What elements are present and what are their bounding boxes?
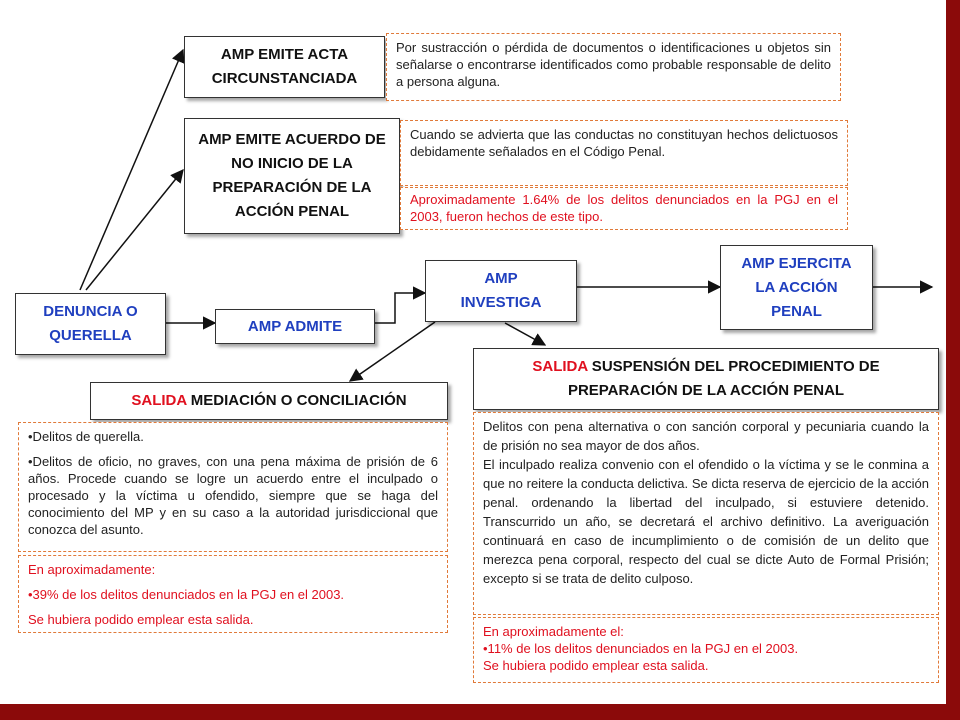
box-amp-investiga: AMP INVESTIGA: [425, 260, 577, 322]
suspension-text-line: El inculpado realiza convenio con el ofendido o la víctima y se le conmina a que no reitere la conducta delictiva. Se dicta reserva de ejercicio de la acción penal. ordenando la libertad del inculpado, si estuviere detenido. Transcurrido un año, se decretará el archivo definitivo. La averiguación continuará en caso de incumplimiento o de comisión de un delito que merezca pena corporal, respecto del cual se dicte Auto de Formal Prisión; excepto si se trata de delito culposo.: [483, 457, 929, 586]
note-no-inicio-text: Cuando se advierta que las conductas no constituyan hechos delictuosos debidamente señalados en el Código Penal.: [410, 127, 838, 159]
box-salida-suspension: [473, 348, 939, 410]
note-acta-text: Por sustracción o pérdida de documentos o identificaciones u objetos sin señalarse o encontrarse identificados como probable responsable de delito a persona alguna.: [396, 40, 831, 89]
note-no-inicio: [400, 120, 848, 186]
suspension-title: SUSPENSIÓN DEL PROCEDIMIENTO DE PREPARACIÓN DE LA ACCIÓN PENAL: [567, 358, 880, 399]
box-amp-admite: AMP ADMITE: [215, 309, 375, 344]
suspension-text-line: Delitos con pena alternativa o con sanción corporal y pecuniaria cuando la de prisión no sea mayor de dos años.: [483, 419, 929, 453]
box-no-inicio: AMP EMITE ACUERDO DE NO INICIO DE LA PREPARACIÓN DE LA ACCIÓN PENAL: [184, 118, 400, 234]
mediacion-item: •Delitos de oficio, no graves, con una pena máxima de prisión de 6 años. Procede cuando se logre un acuerdo entre el inculpado o procesado y la víctima u ofendido, siempre que se haga del conocimiento del MP y en su caso a la autoridad jurisdiccional que conozca del asunto.: [28, 454, 438, 537]
note-suspension-text: [473, 412, 939, 615]
mediacion-title: MEDIACIÓN O CONCILIACIÓN: [186, 392, 407, 409]
salida-label-mediacion: SALIDA: [131, 392, 187, 409]
arrow-investiga-suspension: [505, 323, 545, 345]
arrow-denuncia-no-inicio: [86, 170, 183, 290]
suspension-stat-line: En aproximadamente el:: [483, 624, 624, 639]
note-suspension-stat: [473, 617, 939, 683]
suspension-stat-line: •11% de los delitos denunciados en la PGJ en el 2003.: [483, 641, 799, 656]
suspension-stat-line: Se hubiera podido emplear esta salida.: [483, 658, 709, 673]
arrow-admite-investiga: [375, 293, 425, 323]
arrow-denuncia-acta: [80, 50, 183, 290]
box-emite-acta: AMP EMITE ACTA CIRCUNSTANCIADA: [184, 36, 385, 98]
box-denuncia: DENUNCIA O QUERELLA: [15, 293, 166, 355]
note-no-inicio-stat-text: Aproximadamente 1.64% de los delitos denunciados en la PGJ en el 2003, fueron hechos de este tipo.: [410, 192, 838, 224]
note-mediacion-stat: [18, 555, 448, 633]
box-salida-mediacion: [90, 382, 448, 420]
salida-label-suspension: SALIDA: [532, 358, 588, 375]
box-amp-ejercita: AMP EJERCITA LA ACCIÓN PENAL: [720, 245, 873, 330]
mediacion-stat-line: En aproximadamente:: [28, 562, 156, 577]
mediacion-stat-line: •39% de los delitos denunciados en la PGJ en el 2003.: [28, 587, 345, 602]
mediacion-stat-line: Se hubiera podido emplear esta salida.: [28, 612, 254, 627]
note-acta: [386, 33, 841, 101]
note-mediacion-cases: [18, 422, 448, 552]
note-no-inicio-stat: [400, 187, 848, 230]
mediacion-item: •Delitos de querella.: [28, 429, 144, 444]
